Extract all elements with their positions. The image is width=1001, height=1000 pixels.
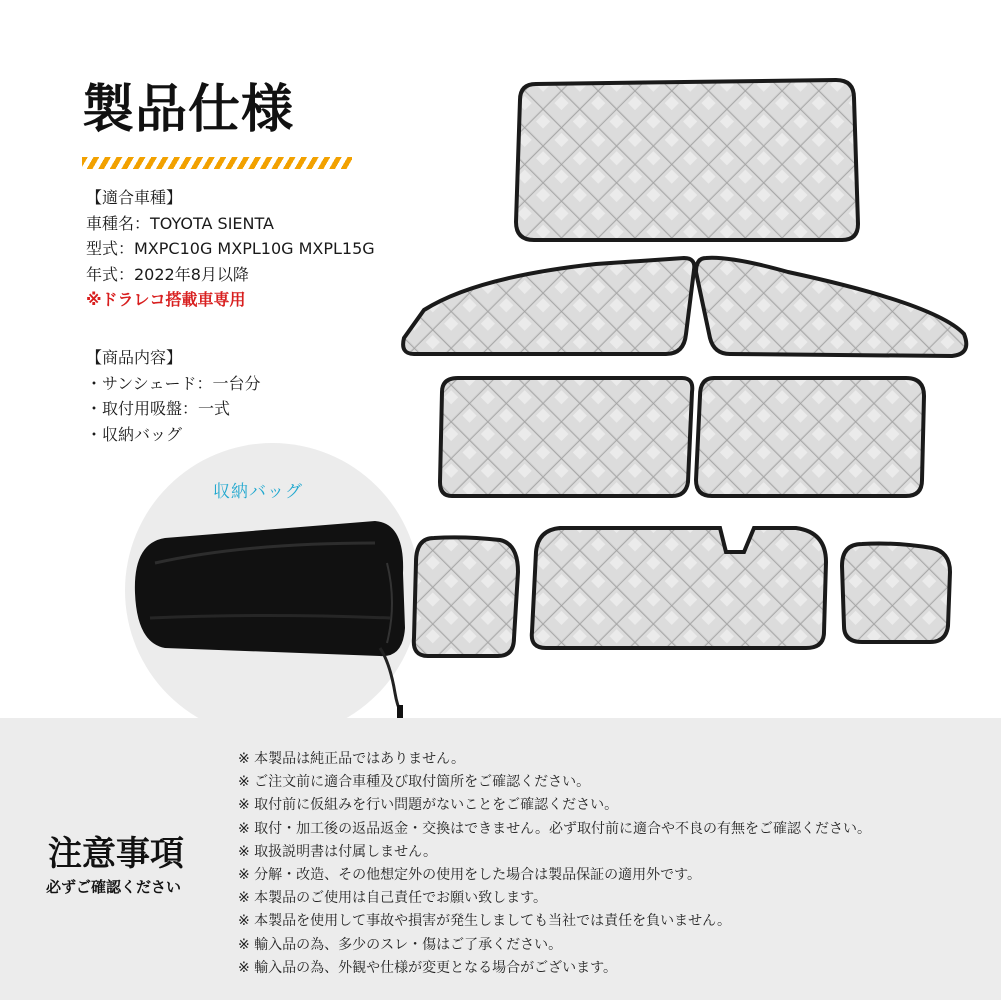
page-title: 製品仕様: [82, 80, 295, 140]
sunshade-panels-image: [396, 72, 976, 672]
spec-heading: 【適合車種】: [86, 188, 183, 207]
package-contents: [86, 345, 260, 447]
bag-label: 収納バッグ: [213, 482, 303, 502]
compatibility-spec: [86, 185, 375, 313]
notice-item: ※ 本製品を使用して事故や損害が発生しましても当社では責任を負いません。: [238, 913, 732, 930]
notice-item: ※ 輸入品の為、外観や仕様が変更となる場合がございます。: [238, 959, 618, 976]
notice-item: ※ 取付・加工後の返品返金・交換はできません。必ず取付前に適合や不良の有無をご確認ください。: [238, 820, 872, 837]
spec-model: 型式：MXPC10G MXPL10G MXPL15G: [86, 239, 375, 258]
notice-item: ※ 取扱説明書は付属しません。: [238, 843, 438, 860]
notice-list: [238, 748, 871, 980]
notice-item: ※ 輸入品の為、多少のスレ・傷はご了承ください。: [238, 936, 563, 953]
contents-heading: 【商品内容】: [86, 348, 183, 367]
notice-subtitle: 必ずご確認ください: [46, 878, 182, 896]
title-underline-hatch: [82, 157, 352, 169]
notice-item: ※ 本製品のご使用は自己責任でお願い致します。: [238, 890, 548, 907]
notice-item: ※ ご注文前に適合車種及び取付箇所をご確認ください。: [238, 774, 591, 791]
spec-year: 年式：2022年8月以降: [86, 264, 249, 284]
notice-title: 注意事項: [48, 834, 184, 874]
contents-item: ・サンシェード：一台分: [86, 373, 261, 393]
notice-item: ※ 取付前に仮組みを行い問題がないことをご確認ください。: [238, 797, 619, 814]
notice-item: ※ 本製品は純正品ではありません。: [238, 751, 466, 767]
notice-item: ※ 分解・改造、その他想定外の使用をした場合は製品保証の適用外です。: [238, 867, 702, 884]
spec-dashcam-note: ※ドラレコ搭載車専用: [86, 290, 246, 309]
spec-car-name: 車種名：TOYOTA SIENTA: [86, 213, 274, 233]
contents-item: ・収納バッグ: [86, 424, 183, 444]
contents-item: ・取付用吸盤：一式: [86, 399, 231, 418]
